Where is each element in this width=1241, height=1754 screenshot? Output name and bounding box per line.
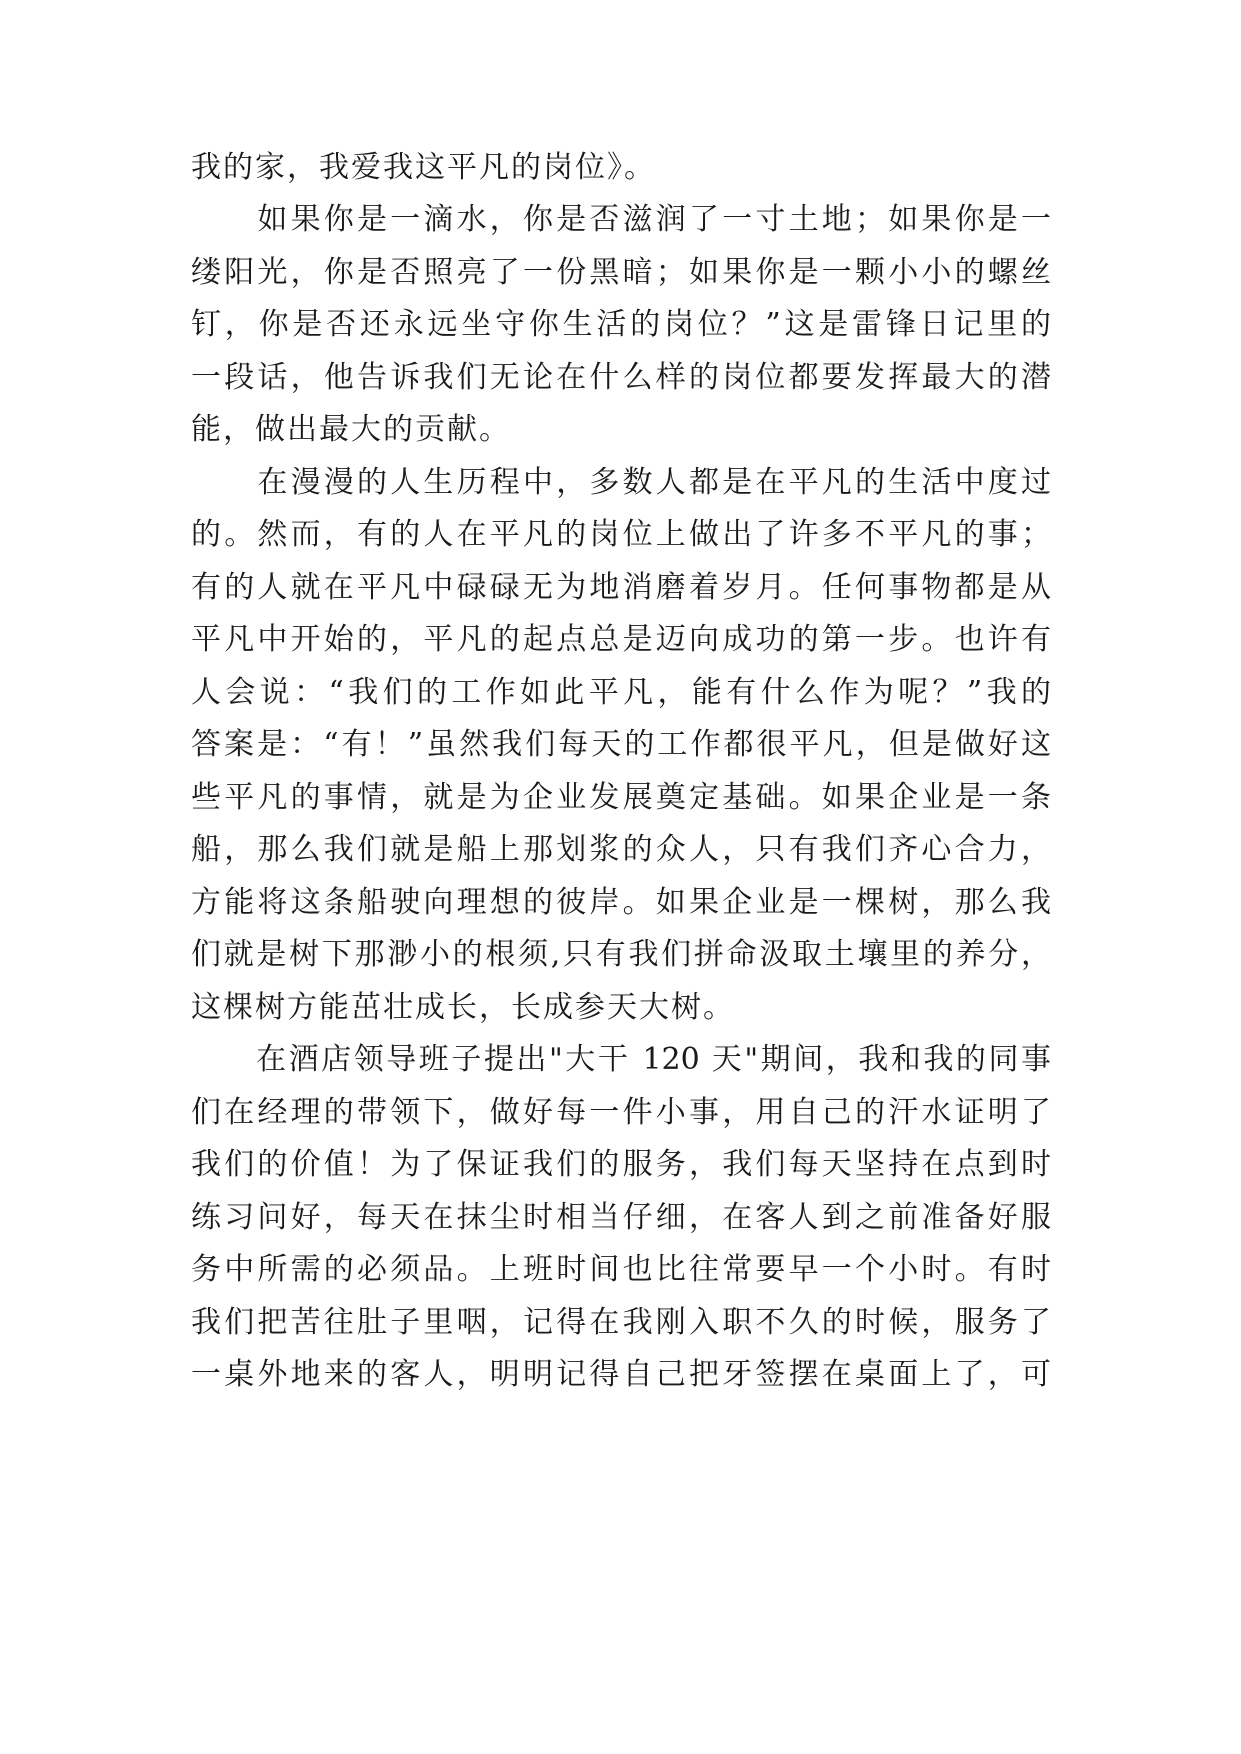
text-line: 缕阳光，你是否照亮了一份黑暗；如果你是一颗小小的螺丝 <box>191 255 1051 290</box>
text-line: 在漫漫的人生历程中，多数人都是在平凡的生活中度过 <box>191 465 1051 500</box>
text-line: 我们的价值！为了保证我们的服务，我们每天坚持在点到时 <box>191 1147 1051 1182</box>
text-line: 答案是：“有！”虽然我们每天的工作都很平凡，但是做好这 <box>191 727 1051 762</box>
text-line: 平凡中开始的，平凡的起点总是迈向成功的第一步。也许有 <box>191 622 1051 657</box>
text-line: 一段话，他告诉我们无论在什么样的岗位都要发挥最大的潜 <box>191 360 1051 395</box>
text-line: 练习问好，每天在抹尘时相当仔细，在客人到之前准备好服 <box>191 1200 1051 1235</box>
text-line: 这棵树方能茁壮成长，长成参天大树。 <box>191 990 735 1025</box>
text-line: 钉，你是否还永远坐守你生活的岗位？”这是雷锋日记里的 <box>191 307 1051 342</box>
text-line: 务中所需的必须品。上班时间也比往常要早一个小时。有时 <box>191 1252 1051 1287</box>
text-line: 们在经理的带领下，做好每一件小事，用自己的汗水证明了 <box>191 1095 1051 1130</box>
text-line: 方能将这条船驶向理想的彼岸。如果企业是一棵树，那么我 <box>191 885 1051 920</box>
text-line: 一桌外地来的客人，明明记得自己把牙签摆在桌面上了，可 <box>191 1357 1051 1392</box>
text-line: 我们把苦往肚子里咽，记得在我刚入职不久的时候，服务了 <box>191 1305 1051 1340</box>
text-line: 有的人就在平凡中碌碌无为地消磨着岁月。任何事物都是从 <box>191 570 1051 605</box>
text-line: 我的家，我爱我这平凡的岗位》。 <box>191 150 656 185</box>
text-line: 在酒店领导班子提出"大干 120 天"期间，我和我的同事 <box>191 1042 1051 1077</box>
text-line: 些平凡的事情，就是为企业发展奠定基础。如果企业是一条 <box>191 780 1051 815</box>
text-line: 们就是树下那渺小的根须,只有我们拼命汲取土壤里的养分， <box>191 937 1051 972</box>
text-line: 船，那么我们就是船上那划浆的众人，只有我们齐心合力， <box>191 832 1051 867</box>
text-line: 人会说：“我们的工作如此平凡，能有什么作为呢？”我的 <box>191 675 1051 710</box>
text-line: 能，做出最大的贡献。 <box>191 412 511 447</box>
text-line: 如果你是一滴水，你是否滋润了一寸土地；如果你是一 <box>191 202 1051 237</box>
text-line: 的。然而，有的人在平凡的岗位上做出了许多不平凡的事； <box>191 517 1051 552</box>
